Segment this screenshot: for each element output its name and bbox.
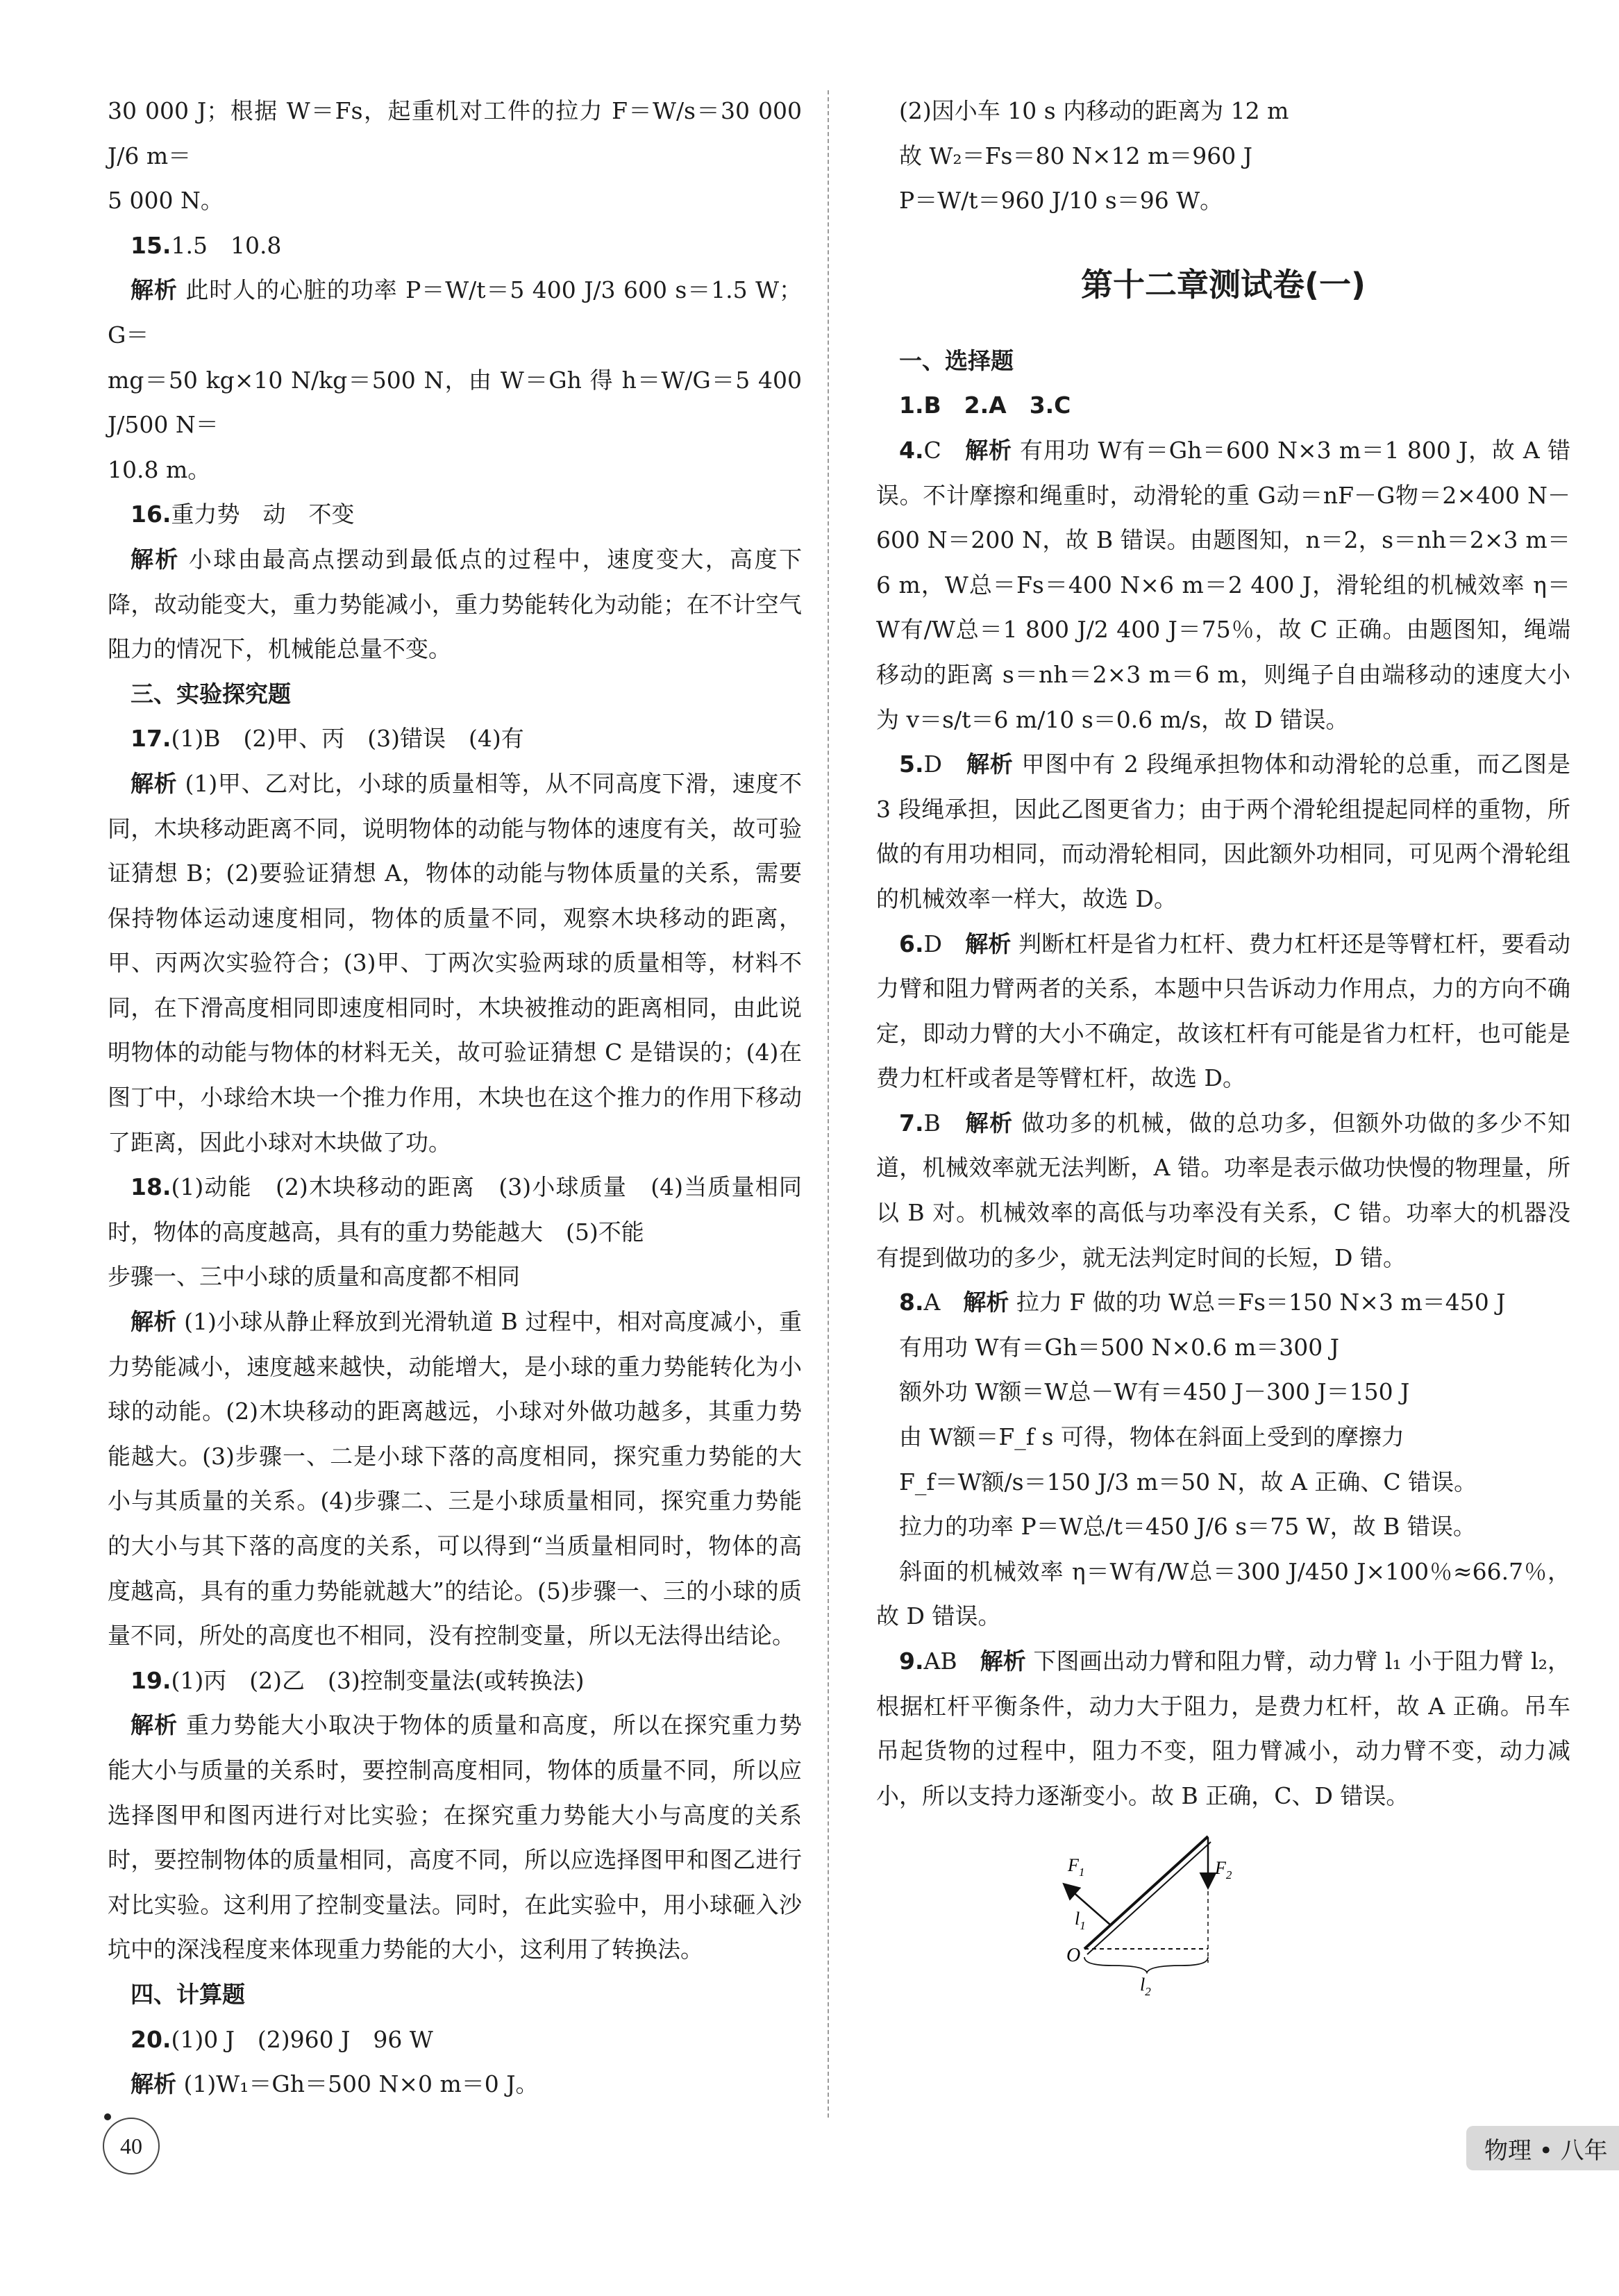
answer-17: 17.(1)B (2)甲、丙 (3)错误 (4)有 bbox=[131, 725, 524, 753]
label-o: O bbox=[1066, 1945, 1081, 1967]
text-line: 10.8 m。 bbox=[108, 455, 211, 483]
page-number: 40 bbox=[103, 2118, 160, 2175]
lever-svg bbox=[1043, 1831, 1272, 1997]
answer-8: 8.A 解析 拉力 F 做的功 W总＝Fs＝150 N×3 m＝450 J bbox=[899, 1289, 1506, 1316]
lever-bar bbox=[1084, 1836, 1208, 1949]
answer-15: 15.1.5 10.8 bbox=[131, 231, 282, 259]
answer-19: 19.(1)丙 (2)乙 (3)控制变量法(或转换法) bbox=[131, 1666, 585, 1694]
explanation-17: 解析 (1)甲、乙对比，小球的质量相等，从不同高度下滑，速度不同，木块移动距离不同，说明物体的动能与物体的速度有关，故可验证猜想 B；(2)要验证猜想 A，物体的动能与物体质量的关系，需要保持物体运动速度相同，物体的质量不同，观察木块移动的距离，甲、丙两次实验符合；(3)甲、丁两次实验两球的质量相等，材料不同，在下滑高度相同即速度相同时，木块被推动的距离相同，由此说明物体的动能与物体的材料无关，故可验证猜想 C 是错误的；(4)在图丁中，小球给木块一个推力作用，木块也在这个推力的作用下移动了距离，因此小球对木块做了功。 bbox=[108, 769, 803, 1156]
answer-16: 16.重力势 动 不变 bbox=[131, 501, 355, 528]
section-heading: 一、选择题 bbox=[899, 346, 1014, 374]
column-divider bbox=[828, 90, 829, 2118]
text-line: (2)因小车 10 s 内移动的距离为 12 m bbox=[899, 97, 1289, 124]
text-line: 5 000 N。 bbox=[108, 187, 224, 215]
lever-bar-edge bbox=[1087, 1842, 1211, 1954]
l2-brace bbox=[1084, 1957, 1208, 1972]
text-line: mg＝50 kg×10 N/kg＝500 N，由 W＝Gh 得 h＝W/G＝5 400 J/500 N＝ bbox=[108, 366, 802, 439]
answer-4: 4.C 解析 有用功 W有＝Gh＝600 N×3 m＝1 800 J，故 A 错误。不计摩擦和绳重时，动滑轮的重 G动＝nF－G物＝2×400 N－600 N＝200 N，故 B 错误。由题图知，n＝2，s＝nh＝2×3 m＝6 m，W总＝Fs＝400 N×6 m＝2 400 J，滑轮组的机械效率 η＝W有/W总＝1 800 J/2 400 J＝75％，故 C 正确。由题图知，绳端移动的距离 s＝nh＝2×3 m＝6 m，则绳子自由端移动的速度大小为 v＝s/t＝6 m/10 s＝0.6 m/s，故 D 错误。 bbox=[876, 436, 1570, 733]
text-line: 斜面的机械效率 η＝W有/W总＝300 J/450 J×100％≈66.7％，故 D 错误。 bbox=[876, 1557, 1570, 1630]
section-heading: 四、计算题 bbox=[131, 1980, 245, 2008]
section-heading: 三、实验探究题 bbox=[131, 680, 291, 707]
answer-7: 7.B 解析 做功多的机械，做的总功多，但额外功做的多少不知道，机械效率就无法判断，A 错。功率是表示做功快慢的物理量，所以 B 对。机械效率的高低与功率没有关系，C 错。功率大的机器没有提到做功的多少，就无法判定时间的长短，D 错。 bbox=[876, 1109, 1571, 1271]
force-f1-arrow bbox=[1065, 1885, 1111, 1925]
label-l1: $l_1$ bbox=[1075, 1909, 1086, 1933]
answers-1-3: 1.B 2.A 3.C bbox=[899, 392, 1071, 419]
footer-subject-tag: 物理 • 八年 bbox=[1466, 2126, 1619, 2170]
chapter-title: 第十二章测试卷(一) bbox=[1080, 265, 1366, 303]
answer-18-cont: 步骤一、三中小球的质量和高度都不相同 bbox=[108, 1263, 520, 1291]
page-number-dot bbox=[104, 2113, 111, 2120]
label-f2: $F_2$ bbox=[1215, 1858, 1232, 1882]
text-line: F_f＝W额/s＝150 J/3 m＝50 N，故 A 正确、C 错误。 bbox=[899, 1468, 1477, 1495]
right-column bbox=[876, 89, 1570, 2013]
label-l2: $l_2$ bbox=[1140, 1975, 1151, 1998]
answer-6: 6.D 解析 判断杠杆是省力杠杆、费力杠杆还是等臂杠杆，要看动力臂和阻力臂两者的关系，本题中只告诉动力作用点，力的方向不确定，即动力臂的大小不确定，故该杠杆有可能是省力杠杆，也可能是费力杠杆或者是等臂杠杆，故选 D。 bbox=[876, 930, 1571, 1092]
text-line: 拉力的功率 P＝W总/t＝450 J/6 s＝75 W，故 B 错误。 bbox=[899, 1513, 1476, 1541]
answer-9: 9.AB 解析 下图画出动力臂和阻力臂，动力臂 l₁ 小于阻力臂 l₂，根据杠杆平衡条件，动力大于阻力，是费力杠杆，故 A 正确。吊车吊起货物的过程中，阻力不变，阻力臂减小，动力臂不变，动力减小，所以支持力逐渐变小。故 B 正确，C、D 错误。 bbox=[876, 1648, 1571, 1809]
text-line: 故 W₂＝Fs＝80 N×12 m＝960 J bbox=[899, 142, 1252, 169]
label-f1: $F_1$ bbox=[1068, 1855, 1085, 1879]
text-line: 30 000 J；根据 W＝Fs，起重机对工件的拉力 F＝W/s＝30 000 J/6 m＝ bbox=[108, 97, 802, 169]
left-column bbox=[108, 89, 802, 2107]
text-line: 有用功 W有＝Gh＝500 N×0.6 m＝300 J bbox=[899, 1333, 1339, 1361]
answer-18: 18.(1)动能 (2)木块移动的距离 (3)小球质量 (4)当质量相同时，物体的高度越高，具有的重力势能越大 (5)不能 bbox=[108, 1173, 802, 1246]
text-line: 由 W额＝F_f s 可得，物体在斜面上受到的摩擦力 bbox=[899, 1423, 1404, 1451]
explanation-18: 解析 (1)小球从静止释放到光滑轨道 B 过程中，相对高度减小，重力势能减小，速度越来越快，动能增大，是小球的重力势能转化为小球的动能。(2)木块移动的距离越远，小球对外做功越多，其重力势能越大。(3)步骤一、二是小球下落的高度相同，探究重力势能的大小与其质量的关系。(4)步骤二、三是小球质量相同，探究重力势能的大小与其下落的高度的关系，可以得到“当质量相同时，物体的高度越高，具有的重力势能就越大”的结论。(5)步骤一、三的小球的质量不同，所处的高度也不相同，没有控制变量，所以无法得出结论。 bbox=[108, 1308, 802, 1650]
explanation-15: 解析 此时人的心脏的功率 P＝W/t＝5 400 J/3 600 s＝1.5 W；G＝ bbox=[108, 276, 803, 349]
lever-diagram bbox=[1043, 1831, 1570, 2013]
explanation-20: 解析 (1)W₁＝Gh＝500 N×0 m＝0 J。 bbox=[131, 2070, 539, 2098]
explanation-16: 解析 小球由最高点摆动到最低点的过程中，速度变大，高度下降，故动能变大，重力势能减小，重力势能转化为动能；在不计空气阻力的情况下，机械能总量不变。 bbox=[108, 545, 803, 663]
text-line: P＝W/t＝960 J/10 s＝96 W。 bbox=[899, 187, 1223, 215]
explanation-19: 解析 重力势能大小取决于物体的质量和高度，所以在探究重力势能大小与质量的关系时，要控制高度相同，物体的质量不同，所以应选择图甲和图丙进行对比实验；在探究重力势能大小与高度的关系时，要控制物体的质量相同，高度不同，所以应选择图甲和图乙进行对比实验。这利用了控制变量法。同时，在此实验中，用小球砸入沙坑中的深浅程度来体现重力势能的大小，这利用了转换法。 bbox=[108, 1711, 803, 1963]
text-line: 额外功 W额＝W总－W有＝450 J－300 J＝150 J bbox=[899, 1378, 1410, 1406]
answer-20: 20.(1)0 J (2)960 J 96 W bbox=[131, 2025, 433, 2053]
answer-5: 5.D 解析 甲图中有 2 段绳承担物体和动滑轮的总重，而乙图是 3 段绳承担，因此乙图更省力；由于两个滑轮组提起同样的重物，所做的有用功相同，而动滑轮相同，因此额外功相同，可见两个滑轮组的机械效率一样大，故选 D。 bbox=[876, 751, 1570, 912]
